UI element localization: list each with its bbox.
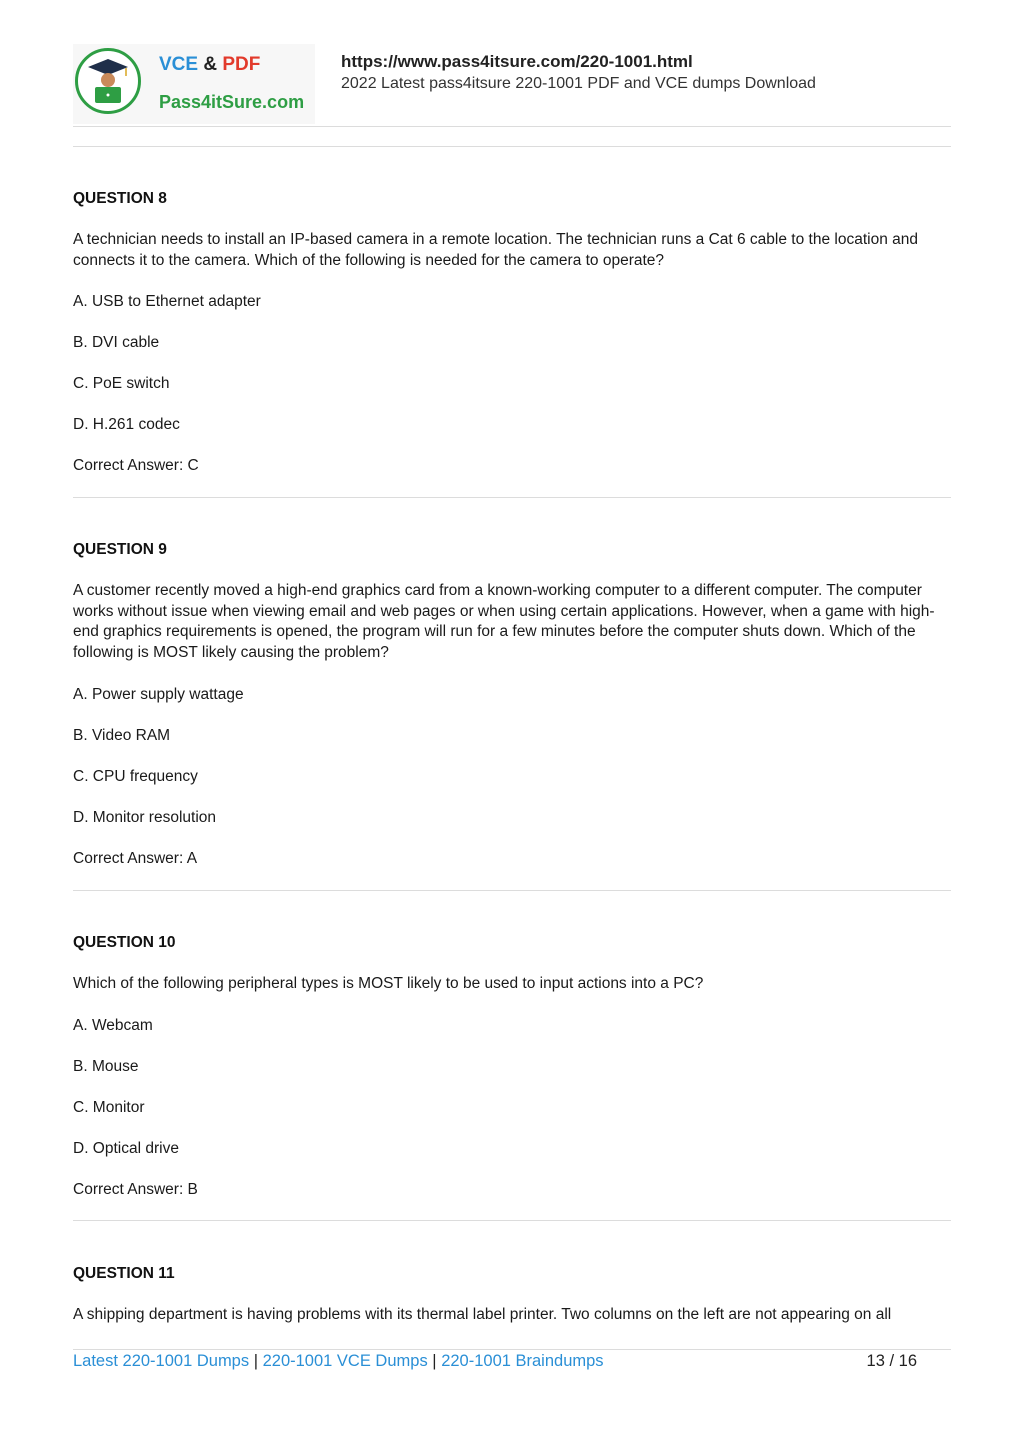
footer-link-latest-dumps[interactable]: Latest 220-1001 Dumps xyxy=(73,1352,250,1370)
site-logo xyxy=(73,44,315,124)
answer-option: B. DVI cable xyxy=(73,334,160,352)
answer-option: A. USB to Ethernet adapter xyxy=(73,293,261,311)
correct-answer: Correct Answer: C xyxy=(73,457,199,475)
question-divider xyxy=(73,890,951,891)
question-title: QUESTION 9 xyxy=(73,541,167,558)
question-divider xyxy=(73,497,951,498)
answer-option: C. PoE switch xyxy=(73,375,170,393)
question-block xyxy=(73,1264,951,1326)
logo-site-name: Pass4itSure.com xyxy=(159,92,305,112)
answer-option: C. CPU frequency xyxy=(73,767,198,785)
question-block xyxy=(73,933,951,1200)
footer-separator: | xyxy=(253,1352,259,1370)
answer-option: C. Monitor xyxy=(73,1098,145,1116)
question-title: QUESTION 11 xyxy=(73,1265,175,1282)
question-title: QUESTION 10 xyxy=(73,934,176,951)
question-text: Which of the following peripheral types is MOST likely to be used to input actions into a PC? xyxy=(73,975,704,992)
header-subtitle: 2022 Latest pass4itsure 220-1001 PDF and VCE dumps Download xyxy=(341,75,816,92)
page-number: 13 / 16 xyxy=(866,1352,917,1370)
logo-vce-pdf-text: VCE & PDF xyxy=(159,54,261,75)
question-title: QUESTION 8 xyxy=(73,190,167,207)
question-block xyxy=(73,189,951,476)
question-text: A customer recently moved a high-end graphics card from a known-working computer to a different computer. The computer works without issue when viewing email and web pages or when using certain applications. However, when a game with high-end graphics requirements is opened, the program will run for a few minutes before the computer shuts down. Which of the following is MOST likely causing the problem? xyxy=(73,582,935,662)
answer-option: D. H.261 codec xyxy=(73,416,180,434)
footer-link-vce-dumps[interactable]: 220-1001 VCE Dumps xyxy=(262,1352,428,1370)
answer-option: B. Video RAM xyxy=(73,726,171,744)
header-divider-secondary xyxy=(73,146,951,147)
answer-option: A. Power supply wattage xyxy=(73,685,244,703)
question-divider xyxy=(73,1220,951,1221)
answer-option: D. Optical drive xyxy=(73,1139,179,1157)
graduate-laptop-icon xyxy=(75,48,141,114)
correct-answer: Correct Answer: A xyxy=(73,849,198,867)
footer-link-braindumps[interactable]: 220-1001 Braindumps xyxy=(441,1352,604,1370)
header-divider xyxy=(73,126,951,127)
answer-option: B. Mouse xyxy=(73,1057,139,1075)
footer-links xyxy=(73,1352,604,1371)
footer-separator: | xyxy=(432,1352,437,1370)
page-footer xyxy=(73,1349,951,1374)
answer-option: A. Webcam xyxy=(73,1016,153,1034)
header-url[interactable]: https://www.pass4itsure.com/220-1001.html xyxy=(341,52,693,71)
correct-answer: Correct Answer: B xyxy=(73,1180,198,1198)
page-header xyxy=(73,44,951,126)
question-text: A shipping department is having problems with its thermal label printer. Two columns on the left are not appearing on all xyxy=(73,1306,892,1323)
answer-option: D. Monitor resolution xyxy=(73,808,217,826)
question-text: A technician needs to install an IP-based camera in a remote location. The technician runs a Cat 6 cable to the location and connects it to the camera. Which of the following is needed for the camera to operate? xyxy=(73,231,918,269)
question-block xyxy=(73,540,951,869)
